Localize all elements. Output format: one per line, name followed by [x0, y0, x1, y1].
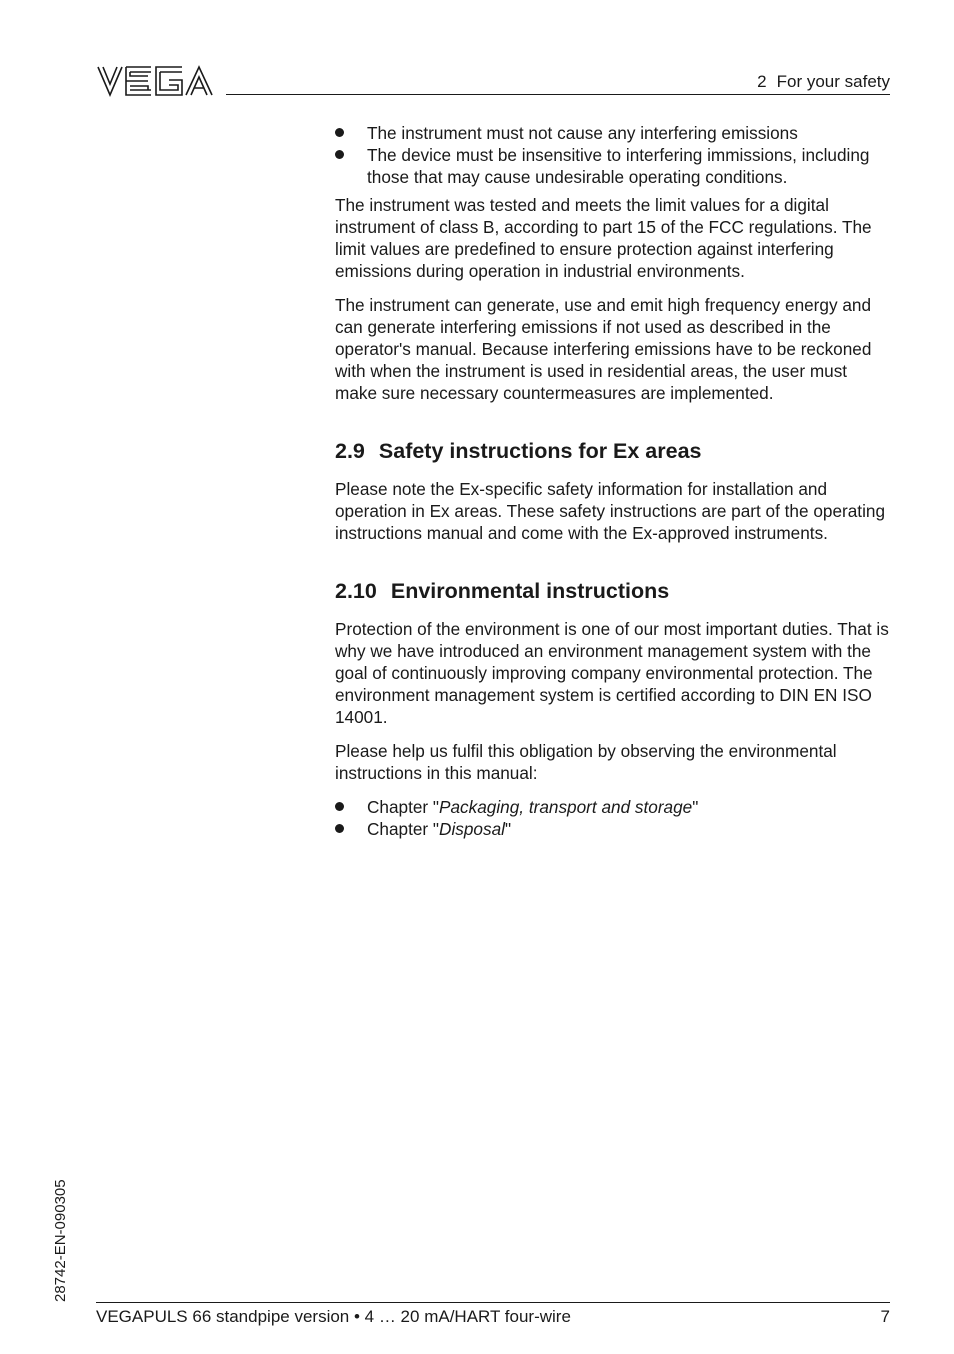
chapter-prefix: Chapter "	[367, 819, 440, 839]
obligation-paragraph: Please help us fulfil this obligation by observing the environmental instructions in this manual:	[335, 741, 837, 783]
main-content	[335, 122, 891, 846]
section-number: 2.9	[335, 439, 365, 463]
list-item	[335, 796, 891, 818]
vega-logo	[96, 64, 214, 98]
chapter-title-packaging: Packaging, transport and storage	[439, 797, 693, 817]
section-title: Safety instructions for Ex areas	[378, 439, 702, 463]
list-item	[335, 818, 891, 840]
running-header	[757, 72, 890, 92]
section-number: 2.10	[335, 579, 377, 603]
footer-rule	[96, 1302, 890, 1303]
intro-bullet-list	[335, 122, 891, 188]
chapter-title-disposal: Disposal	[439, 819, 505, 839]
chapter-suffix: "	[504, 819, 512, 839]
header-section-number: 2	[757, 72, 767, 91]
list-item: The instrument must not cause any interfering emissions	[335, 122, 891, 144]
chapter-suffix: "	[692, 797, 699, 817]
emissions-paragraph: The instrument can generate, use and emit high frequency energy and can generate interfering emissions if not used as described in the operator's manual. Because interfering emissions have to be reckoned with when the instrument is used in residential areas, the user must make sure necessary countermeasures are implemented.	[335, 295, 872, 403]
header-rule	[226, 94, 890, 95]
list-item: The device must be insensitive to interfering immissions, including those that may cause undesirable operating conditions.	[335, 144, 891, 188]
ex-areas-paragraph: Please note the Ex-specific safety information for installation and operation in Ex areas. These safety instructions are part of the operating instructions manual and come with the Ex-approved instruments.	[335, 479, 885, 543]
section-heading-2-9	[335, 438, 891, 464]
environment-paragraph: Protection of the environment is one of our most important duties. That is why we have introduced an environment management system with the goal of continuously improving company environmental protection. The environment management system is certified according to DIN EN ISO 14001.	[335, 619, 889, 727]
chapter-bullet-list	[335, 796, 891, 840]
section-title: Environmental instructions	[390, 579, 670, 603]
document-code: 28742-EN-090305	[52, 1179, 69, 1302]
chapter-prefix: Chapter "	[367, 797, 440, 817]
section-heading-2-10	[335, 578, 891, 604]
footer-product-title: VEGAPULS 66 standpipe version • 4 … 20 mA/HART four-wire	[96, 1307, 571, 1326]
header-section-title: For your safety	[776, 72, 890, 91]
fcc-paragraph: The instrument was tested and meets the limit values for a digital instrument of class B, according to part 15 of the FCC regulations. The limit values are predefined to ensure protection against interfering emissions during operation in industrial environments.	[335, 195, 872, 281]
page-number: 7	[880, 1307, 890, 1326]
